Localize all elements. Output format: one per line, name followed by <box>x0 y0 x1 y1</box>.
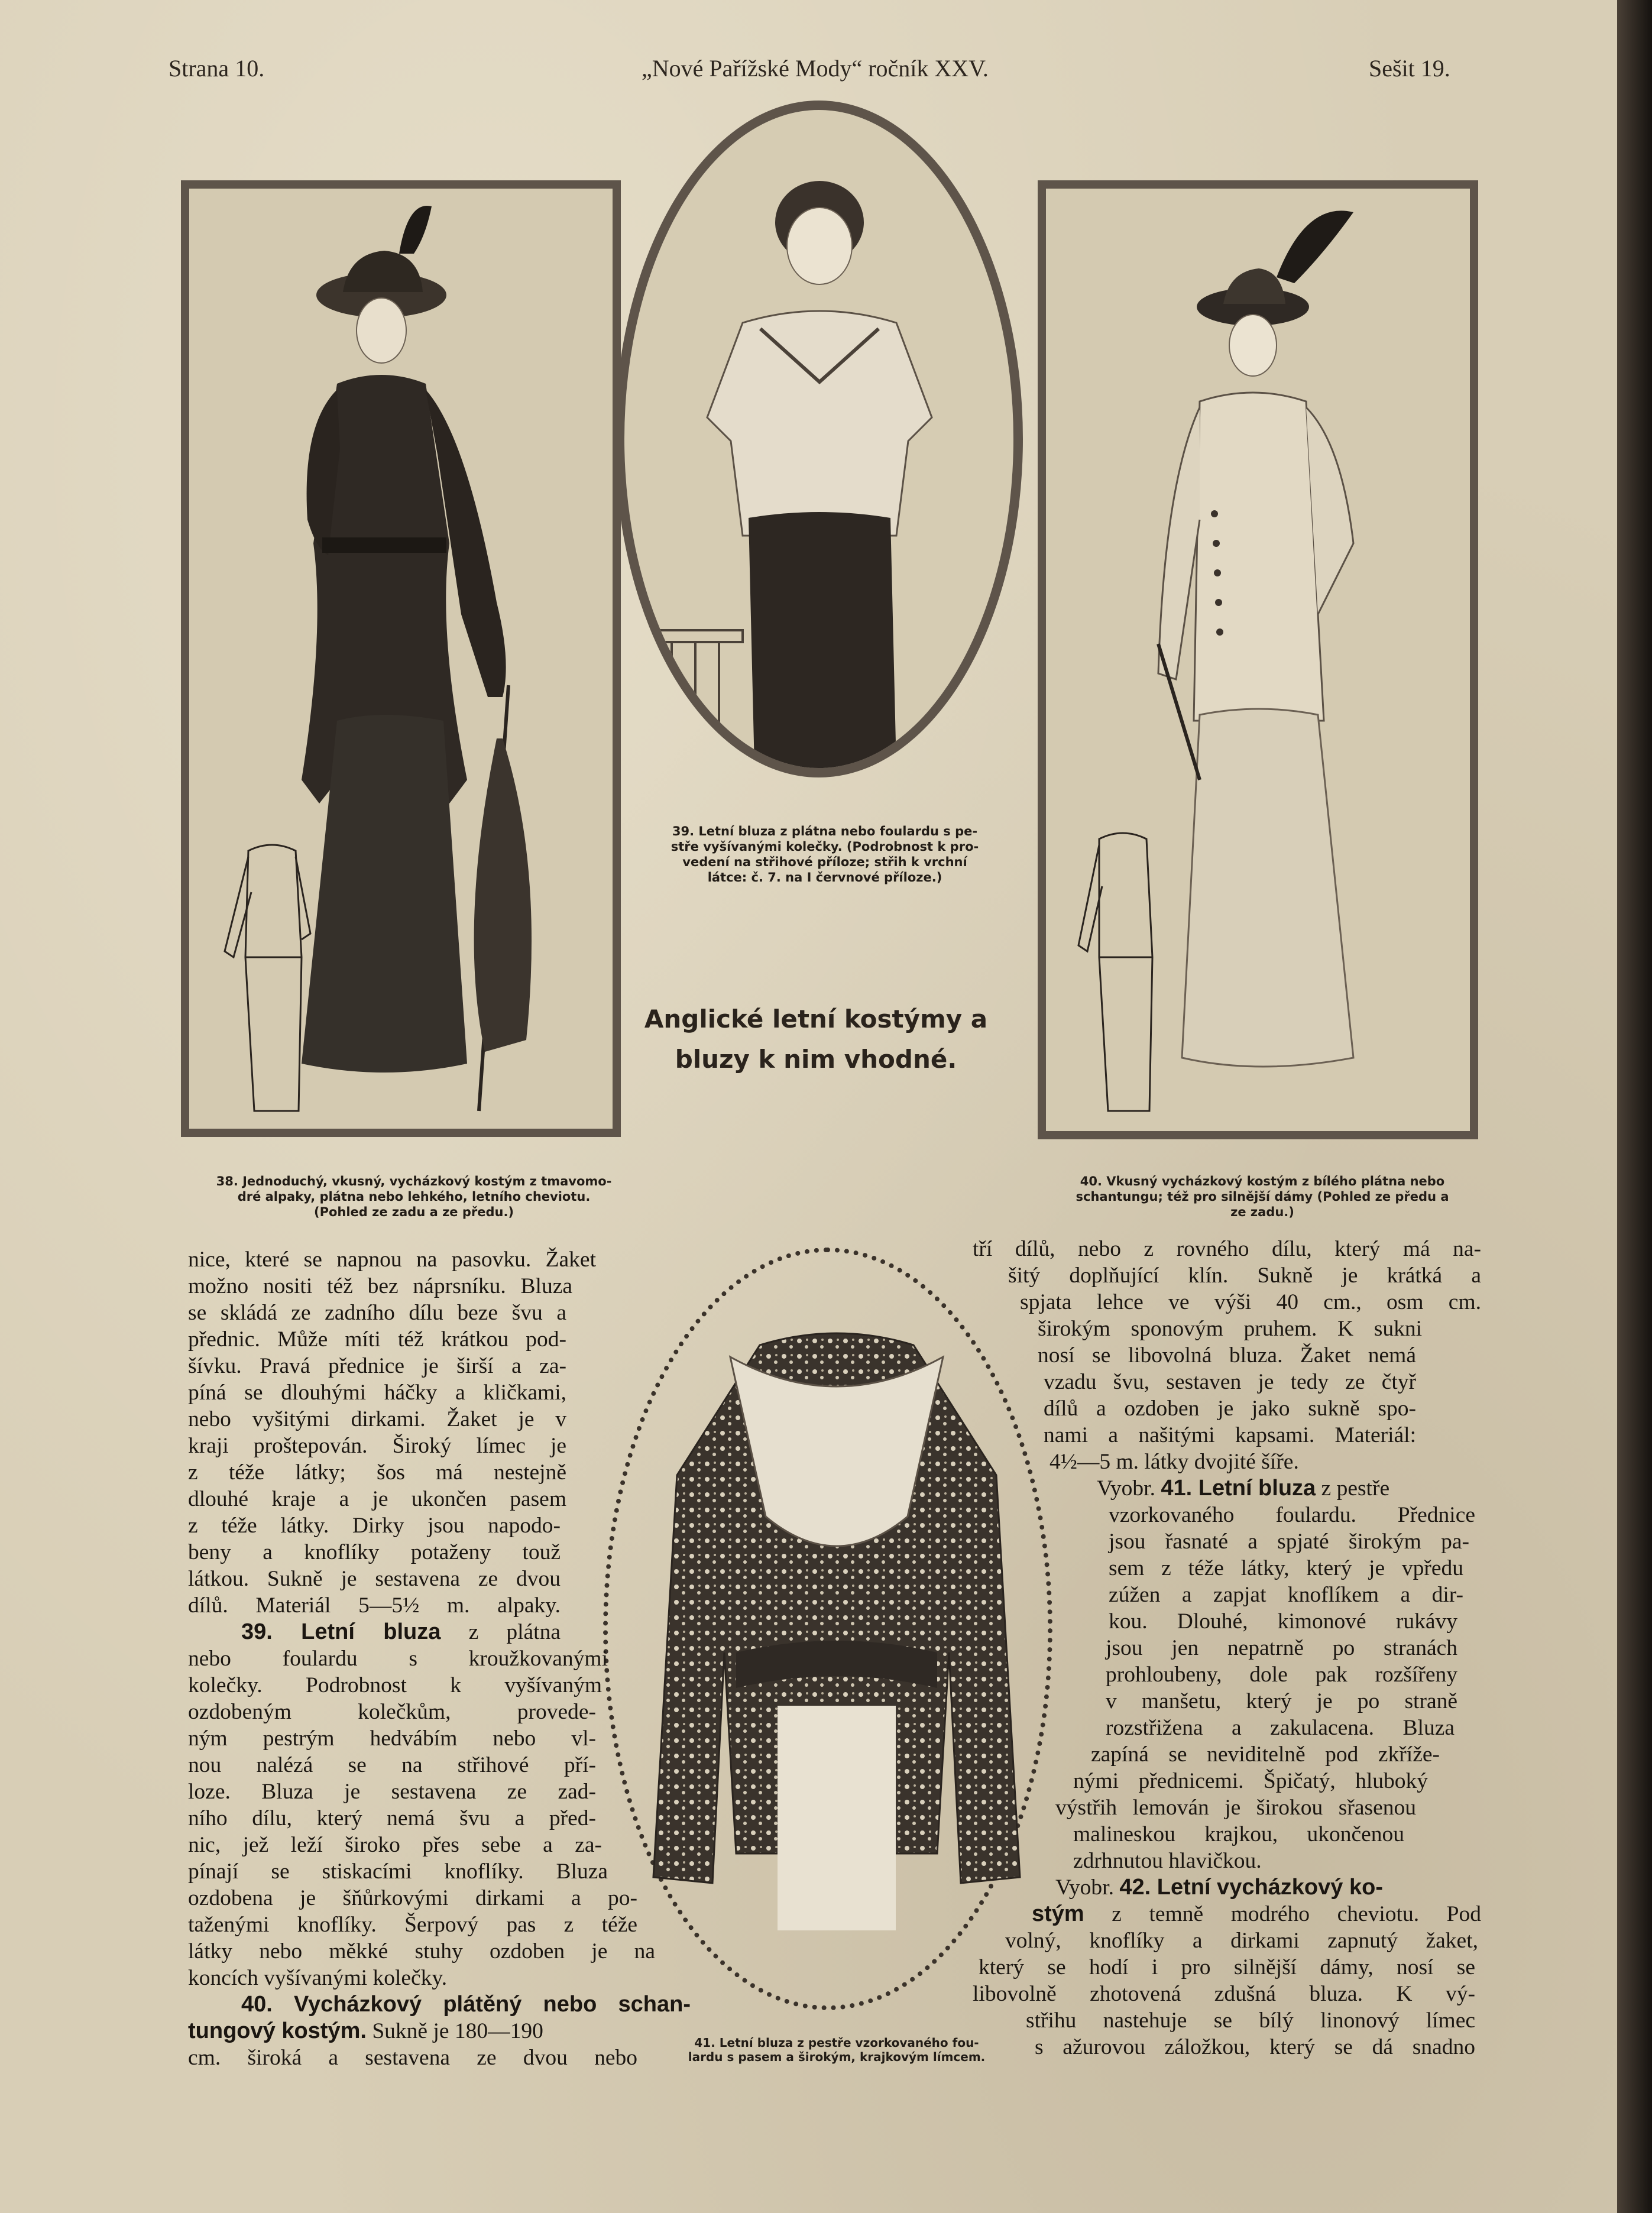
text-line: jsou řasnaté a spjaté širokým pa- <box>1109 1530 1469 1554</box>
text-line: beny a knoflíky potaženy touž <box>188 1540 561 1564</box>
text-line: nebo vyšitými dirkami. Žaket je v <box>188 1407 566 1431</box>
text-line: malineskou krajkou, ukončenou <box>1073 1822 1404 1846</box>
text-line: cm. široká a sestavena ze dvou nebo <box>188 2046 637 2070</box>
text-line: volný, knoflíky a dirkami zapnutý žaket, <box>1005 1929 1478 1953</box>
text-line: nice, které se napnou na pasovku. Žaket <box>188 1248 596 1272</box>
heading-line: bluzy k nim vhodné. <box>675 1045 957 1074</box>
text-line: vzorkovaného foulardu. Přednice <box>1109 1503 1475 1527</box>
text-line: nosí se libovolná bluza. Žaket nemá <box>1038 1343 1416 1368</box>
text-line: spjata lehce ve výši 40 cm., osm cm. <box>1020 1290 1481 1314</box>
text-line: 40. Vycházkový plátěný nebo schan- <box>241 1992 691 2017</box>
text-line: z téže látky. Dirky jsou napodo- <box>188 1514 561 1538</box>
text-line: kou. Dlouhé, kimonové rukávy <box>1109 1609 1457 1634</box>
text-line: loze. Bluza je sestavena ze zad- <box>188 1780 596 1804</box>
text-line: jsou jen nepatrně po stranách <box>1106 1636 1457 1660</box>
text-line: ným pestrým hedvábím nebo vl- <box>188 1726 596 1751</box>
caption-line: stře vyšívanými kolečky. (Podrobnost k pro- <box>670 840 979 854</box>
page-heading <box>639 999 993 1080</box>
text-line: Vyobr. 41. Letní bluza z pestře <box>1097 1476 1390 1501</box>
text-line: který se hodí i pro silnější dámy, nosí se <box>979 1955 1475 1979</box>
text-line: rozstřižena a zakulacena. Bluza <box>1106 1716 1455 1740</box>
issue-number: Sešit 19. <box>1369 55 1450 82</box>
text-line: sem z téže látky, který je vpředu <box>1109 1556 1463 1580</box>
page-number: Strana 10. <box>169 55 265 82</box>
text-line: tří dílů, nebo z rovného dílu, který má na- <box>973 1237 1481 1261</box>
caption-line: 38. Jednoduchý, vkusný, vycházkový kostým z tmavomo- <box>216 1174 612 1188</box>
figure-40-frame <box>1038 180 1478 1139</box>
caption-line: schantungu; též pro silnější dámy (Pohled ze předu a <box>1076 1190 1449 1204</box>
text-line: v manšetu, který je po straně <box>1106 1689 1457 1713</box>
text-line: střihu nastehuje se bílý linonový límec <box>1026 2008 1475 2033</box>
fashion-illustration-fig39 <box>624 110 1013 768</box>
text-line: látky nebo měkké stuhy ozdoben je na <box>188 1939 655 1963</box>
caption-line: (Pohled ze zadu a ze předu.) <box>313 1205 514 1219</box>
text-line: Vyobr. 42. Letní vycházkový ko- <box>1055 1875 1383 1900</box>
text-line: nami a našitými kapsami. Materiál: <box>1044 1423 1416 1447</box>
text-line: dlouhé kraje a je ukončen pasem <box>188 1487 566 1511</box>
caption-line: látce: č. 7. na I červnové příloze.) <box>707 870 942 884</box>
text-line: stým z temně modrého cheviotu. Pod <box>1032 1901 1481 1926</box>
left-text-column <box>188 1246 697 2071</box>
text-line: šitý doplňující klín. Sukně je krátká a <box>1008 1263 1481 1288</box>
magazine-title: „Nové Pařížské Mody“ ročník XXV. <box>642 55 989 82</box>
caption-line: lardu s pasem a širokým, krajkovým límcem. <box>688 2050 986 2064</box>
text-line: nebo foulardu s kroužkovanými <box>188 1647 608 1671</box>
text-line: 39. Letní bluza z plátna <box>241 1619 561 1644</box>
text-line: zapíná se neviditelně pod zkříže- <box>1091 1742 1440 1767</box>
text-line: 4½—5 m. látky dvojité šíře. <box>1049 1450 1299 1474</box>
text-line: nými přednicemi. Špičatý, hluboký <box>1073 1769 1428 1793</box>
text-line: taženými knoflíky. Šerpový pas z téže <box>188 1913 637 1937</box>
figure-38-frame <box>181 180 621 1137</box>
text-line: tungový kostým. Sukně je 180—190 <box>188 2018 543 2043</box>
fashion-illustration-fig40 <box>1046 189 1470 1131</box>
text-line: z téže látky; šos má nestejně <box>188 1460 566 1485</box>
text-line: zdrhnutou hlavičkou. <box>1073 1849 1262 1873</box>
heading-line: Anglické letní kostýmy a <box>644 1005 988 1033</box>
caption-line: dré alpaky, plátna nebo lehkého, letního cheviotu. <box>237 1190 591 1204</box>
caption-line: 41. Letní bluza z pestře vzorkovaného fou- <box>694 2036 979 2050</box>
figure-39-frame <box>615 101 1023 777</box>
caption-line: vedení na střihové příloze; střih k vrchní <box>682 855 967 869</box>
fashion-illustration-fig38 <box>189 189 613 1129</box>
text-line: libovolně zhotovená zdušná bluza. K vý- <box>973 1982 1475 2006</box>
binding-edge <box>1617 0 1652 2213</box>
text-line: látkou. Sukně je sestavena ze dvou <box>188 1567 561 1591</box>
text-line: se skládá ze zadního dílu beze švu a <box>188 1301 566 1325</box>
text-line: kraji proštepován. Široký límec je <box>188 1434 566 1458</box>
text-line: zúžen a zapjat knoflíkem a dir- <box>1109 1583 1463 1607</box>
text-line: dílů. Materiál 5—5½ m. alpaky. <box>188 1593 561 1618</box>
text-line: šívku. Pravá přednice je širší a za- <box>188 1354 566 1378</box>
text-line: nou nalézá se na střihové pří- <box>188 1753 596 1777</box>
caption-line: 40. Vkusný vycházkový kostým z bílého plátna nebo <box>1080 1174 1445 1188</box>
text-line: možno nositi též bez náprsníku. Bluza <box>188 1274 572 1298</box>
text-line: nic, jež leží široko přes sebe a za- <box>188 1833 602 1857</box>
caption-line: 39. Letní bluza z plátna nebo foulardu s pe- <box>672 824 978 838</box>
text-line: ního dílu, který nemá švu a před- <box>188 1806 596 1830</box>
caption-line: ze zadu.) <box>1230 1205 1294 1219</box>
text-line: pínají se stiskacími knoflíky. Bluza <box>188 1859 608 1884</box>
text-line: prohloubeny, dole pak rozšířeny <box>1106 1663 1457 1687</box>
text-line: ozdobeným kolečkům, provede- <box>188 1700 596 1724</box>
text-line: širokým sponovým pruhem. K sukni <box>1038 1317 1422 1341</box>
text-line: kolečky. Podrobnost k vyšívaným <box>188 1673 602 1697</box>
text-line: přednic. Může míti též krátkou pod- <box>188 1327 566 1352</box>
caption-fig38 <box>177 1174 650 1220</box>
text-line: s ažurovou záložkou, který se dá snadno <box>1035 2035 1475 2059</box>
caption-fig40 <box>1032 1174 1493 1220</box>
right-text-column <box>973 1236 1481 2060</box>
text-line: koncích vyšívanými kolečky. <box>188 1966 448 1990</box>
caption-fig39 <box>636 824 1014 885</box>
text-line: píná se dlouhými háčky a kličkami, <box>188 1381 566 1405</box>
text-line: ozdobena je šňůrkovými dirkami a po- <box>188 1886 637 1910</box>
text-line: výstřih lemován je širokou sřasenou <box>1055 1796 1416 1820</box>
text-line: vzadu švu, sestaven je tedy ze čtyř <box>1044 1370 1416 1394</box>
text-line: dílů a ozdoben je jako sukně spo- <box>1044 1397 1416 1421</box>
